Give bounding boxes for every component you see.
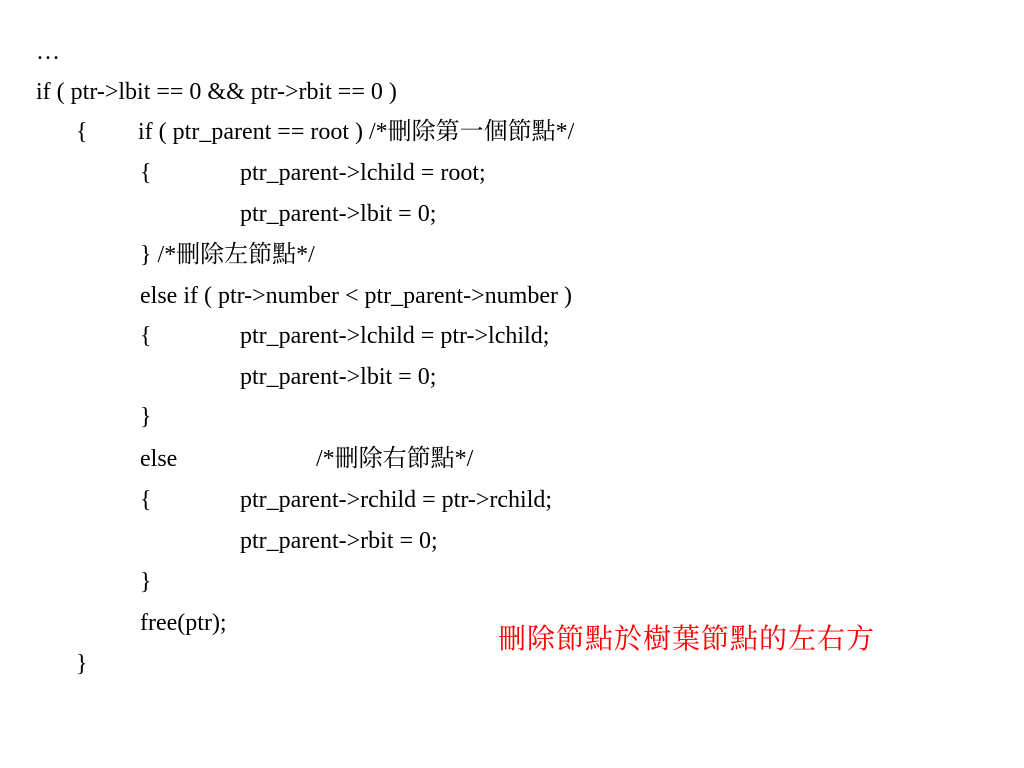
code-text: else if ( ptr->number < ptr_parent->number ) [140, 283, 572, 309]
code-text: free(ptr); [140, 610, 227, 636]
code-text: … [36, 39, 60, 65]
slide-caption: 刪除節點於樹葉節點的左右方 [498, 622, 876, 655]
code-text: ptr_parent->lchild = ptr->lchild; [240, 323, 550, 349]
code-brace: { [140, 323, 152, 349]
code-text: ptr_parent->rchild = ptr->rchild; [240, 487, 553, 513]
code-brace: } [140, 404, 152, 430]
code-text: if ( ptr->lbit == 0 && ptr->rbit == 0 ) [36, 79, 397, 105]
code-brace: { [76, 119, 88, 145]
code-brace: } [140, 569, 152, 595]
code-text: ptr_parent->lchild = root; [240, 160, 486, 186]
code-text: ptr_parent->rbit = 0; [240, 528, 438, 554]
code-brace: { [140, 160, 152, 186]
code-text: } /*刪除左節點*/ [140, 242, 315, 268]
code-brace: { [140, 487, 152, 513]
code-text: ptr_parent->lbit = 0; [240, 364, 437, 390]
code-text: if ( ptr_parent == root ) /*刪除第一個節點*/ [138, 119, 575, 145]
code-text: else [140, 446, 178, 472]
code-text: ptr_parent->lbit = 0; [240, 201, 437, 227]
code-brace: } [76, 651, 88, 677]
code-comment: /*刪除右節點*/ [316, 446, 474, 472]
